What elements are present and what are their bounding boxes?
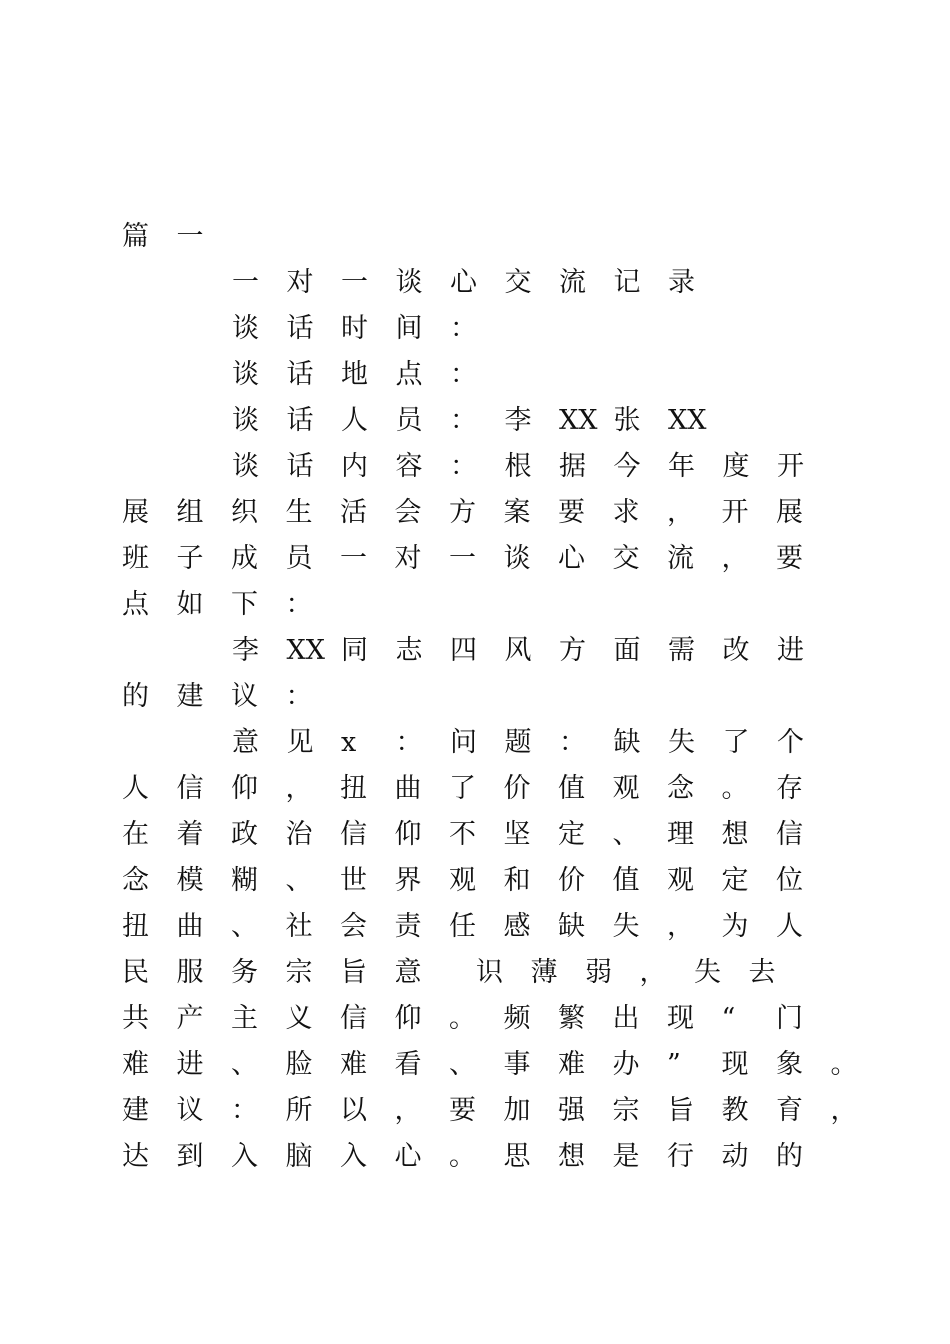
glyph-cell: 象 <box>776 1049 803 1080</box>
glyph-cell: 定 <box>558 819 585 850</box>
glyph-cell: 见 <box>286 727 314 758</box>
opinion-line-5 <box>122 904 842 950</box>
content-line-2 <box>122 490 842 536</box>
glyph-cell: 谈 <box>395 267 423 298</box>
glyph-cell: 下 <box>231 589 258 620</box>
glyph-cell: 人 <box>122 773 149 804</box>
glyph-cell: 地 <box>341 359 368 390</box>
glyph-cell: 入 <box>340 1141 367 1172</box>
glyph-cell: 共 <box>122 1003 149 1034</box>
opinion-line-9 <box>122 1088 858 1134</box>
glyph-cell: 今 <box>613 451 641 482</box>
opinion-line-4-text <box>122 865 831 896</box>
glyph-cell: 加 <box>503 1095 531 1126</box>
glyph-cell: 想 <box>558 1141 585 1172</box>
glyph-cell: 班 <box>122 543 149 574</box>
opinion-line-7-text <box>122 1003 831 1034</box>
glyph-cell: 话 <box>286 359 314 390</box>
glyph-cell: 和 <box>503 865 531 896</box>
glyph-cell: ： <box>285 681 313 712</box>
glyph-cell: 进 <box>777 635 804 666</box>
glyph-cell: 感 <box>503 911 531 942</box>
glyph-cell: 流 <box>559 267 586 298</box>
glyph-cell: 面 <box>613 635 641 666</box>
glyph-cell: ： <box>450 359 477 390</box>
glyph-cell: ： <box>395 727 423 758</box>
glyph-cell: 位 <box>776 865 803 896</box>
glyph-cell: ， <box>830 1095 858 1126</box>
glyph-cell: 仰 <box>231 773 258 804</box>
glyph-cell: 会 <box>340 911 367 942</box>
section-heading-text <box>122 221 231 252</box>
glyph-cell: 行 <box>667 1141 694 1172</box>
glyph-cell: 谈 <box>232 405 259 436</box>
glyph-cell: 坚 <box>503 819 531 850</box>
glyph-cell: ： <box>559 727 586 758</box>
glyph-cell: 是 <box>612 1141 640 1172</box>
glyph-cell: 信 <box>340 1003 367 1034</box>
glyph-cell: 根 <box>504 451 532 482</box>
glyph-cell: 一 <box>341 267 368 298</box>
glyph-cell: 务 <box>231 957 258 988</box>
glyph-cell: ， <box>394 1095 422 1126</box>
content-line-2-text <box>122 497 831 528</box>
opinion-line-2-text <box>122 773 831 804</box>
glyph-cell: 交 <box>504 267 532 298</box>
glyph-cell: 要 <box>449 1095 476 1126</box>
glyph-cell: 宗 <box>285 957 313 988</box>
glyph-cell: 所 <box>285 1095 313 1126</box>
glyph-cell: 识 <box>476 957 503 988</box>
glyph-cell: 难 <box>340 1049 367 1080</box>
glyph-cell: 价 <box>503 773 531 804</box>
glyph-cell: 观 <box>449 865 476 896</box>
glyph-cell: 李 <box>232 635 259 666</box>
content-line-3-text <box>122 543 831 574</box>
glyph-cell: 一 <box>176 221 204 252</box>
opinion-line-2 <box>122 766 842 812</box>
subheading-line-1 <box>232 628 950 674</box>
subheading-line-2-text <box>122 681 340 712</box>
opinion-line-1-text <box>232 727 832 758</box>
glyph-cell: 的 <box>776 1141 803 1172</box>
glyph-cell: 曲 <box>394 773 422 804</box>
glyph-cell: 议 <box>176 1095 204 1126</box>
glyph-cell: 产 <box>176 1003 204 1034</box>
glyph-cell: 观 <box>667 865 694 896</box>
opinion-line-1 <box>232 720 950 766</box>
glyph-cell: 心 <box>558 543 585 574</box>
subheading-line-1-text <box>232 635 832 666</box>
glyph-cell: 谈 <box>232 359 259 390</box>
glyph-cell: 心 <box>394 1141 422 1172</box>
glyph-cell: 展 <box>776 497 803 528</box>
glyph-cell: 。 <box>449 1141 476 1172</box>
glyph-cell: 念 <box>667 773 694 804</box>
glyph-cell: 。 <box>721 773 749 804</box>
glyph-cell: 弱 <box>585 957 612 988</box>
glyph-cell: 曲 <box>176 911 204 942</box>
glyph-cell: 失 <box>668 727 695 758</box>
glyph-cell: 模 <box>176 865 204 896</box>
glyph-cell: 、 <box>449 1049 476 1080</box>
field-place <box>232 352 950 398</box>
glyph-cell: 现 <box>721 1049 749 1080</box>
opinion-line-9-text <box>122 1095 885 1126</box>
glyph-cell: 据 <box>559 451 586 482</box>
glyph-cell: 达 <box>122 1141 149 1172</box>
glyph-cell: 去 <box>748 957 776 988</box>
glyph-cell: 心 <box>450 267 477 298</box>
glyph-cell: 人 <box>776 911 803 942</box>
glyph-cell: 出 <box>612 1003 640 1034</box>
glyph-cell: ： <box>450 405 477 436</box>
glyph-cell: 强 <box>558 1095 585 1126</box>
glyph-cell: 任 <box>449 911 476 942</box>
glyph-cell: 在 <box>122 819 149 850</box>
glyph-cell: ： <box>285 589 313 620</box>
glyph-cell: 点 <box>122 589 149 620</box>
glyph-cell: 的 <box>122 681 149 712</box>
glyph-cell: 、 <box>231 1049 258 1080</box>
glyph-cell: 念 <box>122 865 149 896</box>
glyph-cell: ” <box>667 1049 681 1080</box>
glyph-cell: 年 <box>668 451 695 482</box>
glyph-cell: 不 <box>449 819 476 850</box>
opinion-line-4 <box>122 858 842 904</box>
field-place-text <box>232 359 505 390</box>
glyph-cell: 。 <box>830 1049 858 1080</box>
glyph-cell: 话 <box>286 451 314 482</box>
glyph-cell: 一 <box>340 543 367 574</box>
glyph-cell: 治 <box>285 819 313 850</box>
glyph-cell: 义 <box>285 1003 313 1034</box>
glyph-cell: XX <box>286 635 325 666</box>
opinion-line-3-text <box>122 819 831 850</box>
glyph-cell: 民 <box>122 957 149 988</box>
field-time <box>232 306 950 352</box>
glyph-cell: 脸 <box>285 1049 313 1080</box>
glyph-cell: 薄 <box>530 957 558 988</box>
glyph-cell: 仰 <box>394 1003 422 1034</box>
glyph-cell: 点 <box>395 359 423 390</box>
glyph-cell: 观 <box>612 773 640 804</box>
glyph-cell: 信 <box>176 773 204 804</box>
glyph-cell: XX <box>668 405 707 436</box>
glyph-cell: 活 <box>340 497 367 528</box>
glyph-cell: “ <box>721 1003 736 1034</box>
glyph-cell: 四 <box>450 635 477 666</box>
glyph-cell: 谈 <box>503 543 531 574</box>
glyph-cell: 需 <box>668 635 695 666</box>
glyph-cell: 信 <box>776 819 803 850</box>
glyph-cell: 信 <box>340 819 367 850</box>
field-time-text <box>232 313 505 344</box>
content-line-1 <box>232 444 950 490</box>
glyph-cell: 旨 <box>667 1095 694 1126</box>
glyph-cell: 建 <box>122 1095 149 1126</box>
glyph-cell: 责 <box>394 911 422 942</box>
glyph-cell: 办 <box>612 1049 640 1080</box>
glyph-cell: 看 <box>394 1049 422 1080</box>
glyph-cell: 难 <box>558 1049 585 1080</box>
glyph-cell: 了 <box>449 773 476 804</box>
glyph-cell: 动 <box>721 1141 749 1172</box>
glyph-cell: 要 <box>776 543 803 574</box>
glyph-cell: 服 <box>176 957 204 988</box>
glyph-cell: 扭 <box>122 911 149 942</box>
glyph-cell: 育 <box>776 1095 803 1126</box>
glyph-cell: 题 <box>504 727 532 758</box>
glyph-cell: 子 <box>176 543 204 574</box>
field-persons <box>232 398 950 444</box>
glyph-cell: 改 <box>722 635 750 666</box>
glyph-cell: 糊 <box>231 865 258 896</box>
glyph-cell: 成 <box>231 543 258 574</box>
glyph-cell: 录 <box>668 267 695 298</box>
glyph-cell: 同 <box>341 635 368 666</box>
glyph-cell: 谈 <box>232 451 259 482</box>
glyph-cell: ， <box>667 497 694 528</box>
title-text <box>232 267 723 298</box>
glyph-cell: 值 <box>612 865 640 896</box>
opinion-line-10-text <box>122 1141 831 1172</box>
glyph-cell: 教 <box>721 1095 749 1126</box>
glyph-cell: 界 <box>394 865 422 896</box>
glyph-cell: 社 <box>285 911 313 942</box>
glyph-cell: 频 <box>503 1003 531 1034</box>
glyph-cell: 风 <box>504 635 532 666</box>
glyph-cell: 宗 <box>612 1095 640 1126</box>
glyph-cell: 内 <box>341 451 368 482</box>
glyph-cell: 生 <box>285 497 313 528</box>
glyph-cell: 扭 <box>340 773 367 804</box>
glyph-cell: 一 <box>449 543 476 574</box>
glyph-cell: 开 <box>777 451 804 482</box>
glyph-cell: 建 <box>176 681 204 712</box>
glyph-cell: 、 <box>285 865 313 896</box>
subheading-line-2 <box>122 674 842 720</box>
glyph-cell: 着 <box>176 819 204 850</box>
glyph-cell: 组 <box>176 497 204 528</box>
opinion-line-7 <box>122 996 842 1042</box>
glyph-cell: 方 <box>449 497 476 528</box>
content-line-4 <box>122 582 842 628</box>
glyph-cell: 。 <box>449 1003 476 1034</box>
glyph-cell: 方 <box>559 635 586 666</box>
glyph-cell: 缺 <box>613 727 641 758</box>
glyph-cell: ， <box>721 543 749 574</box>
section-heading <box>122 214 842 260</box>
glyph-cell: 以 <box>340 1095 367 1126</box>
glyph-cell: 度 <box>722 451 750 482</box>
glyph-cell: 个 <box>777 727 804 758</box>
glyph-cell: 问 <box>450 727 477 758</box>
glyph-cell: 失 <box>694 957 721 988</box>
glyph-cell: 对 <box>286 267 314 298</box>
glyph-cell: 理 <box>667 819 694 850</box>
glyph-cell: 要 <box>558 497 585 528</box>
content-line-3 <box>122 536 842 582</box>
glyph-cell: 李 <box>504 405 532 436</box>
glyph-cell: 人 <box>341 405 368 436</box>
field-persons-text <box>232 405 723 436</box>
glyph-cell: 意 <box>232 727 259 758</box>
glyph-cell: ： <box>450 451 477 482</box>
opinion-line-6 <box>122 950 842 996</box>
glyph-cell: 员 <box>395 405 423 436</box>
glyph-cell: ， <box>639 957 667 988</box>
glyph-cell: 对 <box>394 543 422 574</box>
glyph-cell: 失 <box>612 911 640 942</box>
opinion-line-8 <box>122 1042 858 1088</box>
glyph-cell: 仰 <box>394 819 422 850</box>
glyph-cell: 主 <box>231 1003 258 1034</box>
glyph-cell: 流 <box>667 543 694 574</box>
content-line-1-text <box>232 451 832 482</box>
glyph-cell: 求 <box>612 497 640 528</box>
glyph-cell: 意 <box>394 957 422 988</box>
glyph-cell: 旨 <box>340 957 367 988</box>
glyph-cell: 话 <box>286 405 314 436</box>
glyph-cell: 入 <box>231 1141 258 1172</box>
glyph-cell: 价 <box>558 865 585 896</box>
opinion-line-6-text <box>122 957 803 988</box>
glyph-cell: 思 <box>503 1141 531 1172</box>
glyph-cell: 想 <box>721 819 749 850</box>
opinion-line-3 <box>122 812 842 858</box>
glyph-cell: 谈 <box>232 313 259 344</box>
glyph-cell: 门 <box>776 1003 803 1034</box>
glyph-cell: 存 <box>776 773 803 804</box>
glyph-cell: 世 <box>340 865 367 896</box>
glyph-cell: 到 <box>176 1141 204 1172</box>
content-line-4-text <box>122 589 340 620</box>
glyph-cell: 志 <box>395 635 423 666</box>
glyph-cell: 议 <box>231 681 258 712</box>
glyph-cell: ， <box>285 773 313 804</box>
opinion-line-10 <box>122 1134 842 1180</box>
glyph-cell: 员 <box>285 543 313 574</box>
glyph-cell: 缺 <box>558 911 585 942</box>
glyph-cell: 织 <box>231 497 258 528</box>
glyph-cell: 、 <box>231 911 258 942</box>
glyph-cell: 案 <box>503 497 531 528</box>
opinion-line-8-text <box>122 1049 885 1080</box>
glyph-cell: 了 <box>722 727 750 758</box>
document-title <box>232 260 950 306</box>
glyph-cell: 张 <box>613 405 641 436</box>
glyph-cell: 为 <box>721 911 749 942</box>
glyph-cell: 难 <box>122 1049 149 1080</box>
glyph-cell: 事 <box>503 1049 531 1080</box>
glyph-cell: 现 <box>667 1003 694 1034</box>
glyph-cell: 进 <box>176 1049 204 1080</box>
glyph-cell: 、 <box>612 819 640 850</box>
glyph-cell: 开 <box>721 497 749 528</box>
glyph-cell: 繁 <box>558 1003 585 1034</box>
glyph-cell: 容 <box>395 451 423 482</box>
glyph-cell: ， <box>667 911 694 942</box>
glyph-cell: 记 <box>613 267 641 298</box>
opinion-line-5-text <box>122 911 831 942</box>
glyph-cell: 脑 <box>285 1141 313 1172</box>
glyph-cell: 话 <box>286 313 314 344</box>
glyph-cell: 会 <box>394 497 422 528</box>
glyph-cell: 政 <box>231 819 258 850</box>
glyph-cell: 如 <box>176 589 204 620</box>
glyph-cell: 时 <box>341 313 368 344</box>
glyph-cell: ： <box>450 313 477 344</box>
glyph-cell: XX <box>559 405 598 436</box>
glyph-cell: 篇 <box>122 221 149 252</box>
glyph-cell: 一 <box>232 267 259 298</box>
glyph-cell: x <box>341 727 357 758</box>
glyph-cell: 值 <box>558 773 585 804</box>
glyph-cell: 交 <box>612 543 640 574</box>
glyph-cell: 展 <box>122 497 149 528</box>
glyph-cell: ： <box>231 1095 258 1126</box>
glyph-cell: 定 <box>721 865 749 896</box>
glyph-cell: 间 <box>395 313 423 344</box>
